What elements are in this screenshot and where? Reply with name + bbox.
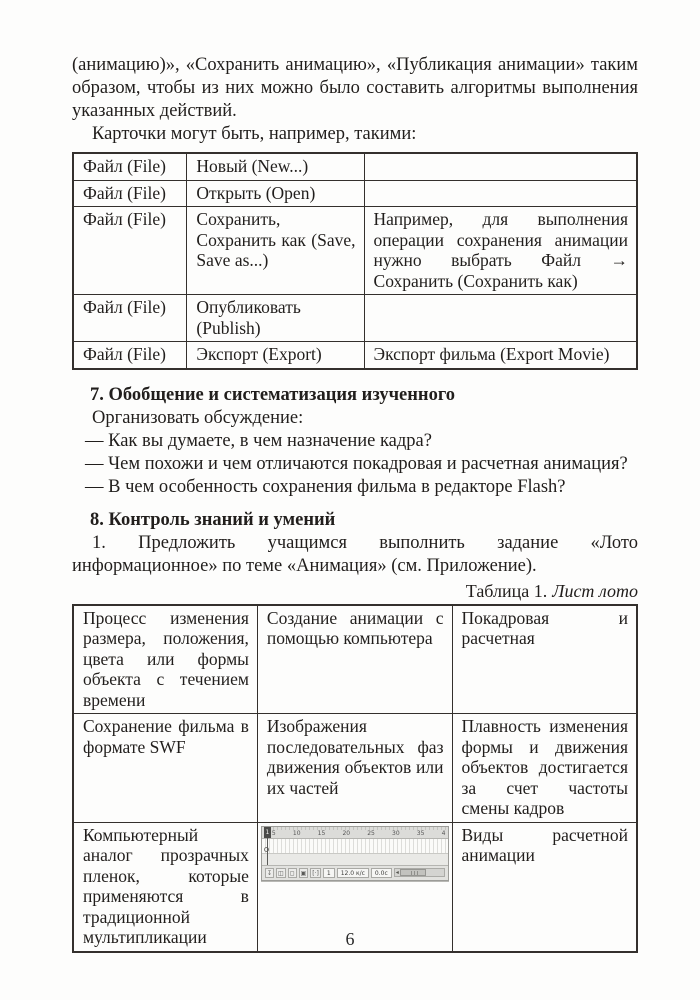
discussion-question: — Как вы думаете, в чем назначение кадра?: [85, 430, 432, 451]
section-8-heading: 8. Контроль знаний и умений: [90, 509, 336, 530]
lotto-table: [72, 604, 638, 953]
modify-markers-icon: [·]: [312, 869, 319, 877]
table-row: [73, 714, 637, 823]
timeline-frames-row: [262, 839, 448, 854]
paragraph-cards-intro: Карточки могут быть, например, такими:: [92, 124, 417, 144]
timeline-ruler: [262, 827, 448, 839]
flash-timeline-image: [261, 826, 449, 881]
table-cell: Файл (File): [73, 153, 187, 180]
table-cell: Экспорт фильма (Export Movie): [364, 342, 637, 369]
table-caption: [72, 581, 638, 602]
ruler-number: 5: [271, 829, 276, 837]
discussion-question: — Чем похожи и чем отличаются покадровая и расчетная анимация?: [85, 453, 628, 474]
table-cell: Файл (File): [73, 207, 187, 295]
page-number: 6: [345, 929, 355, 949]
section-7-heading: 7. Обобщение и систематизация изученного: [90, 384, 456, 405]
section-7-intro: Организовать обсуждение:: [92, 407, 304, 428]
table-cell: Открыть (Open): [187, 180, 364, 207]
file-menu-cards-table: [72, 152, 638, 370]
table-row: [73, 207, 637, 295]
onion-skin-outlines-icon: ◻: [289, 869, 295, 877]
table-caption-title: Лист лото: [552, 580, 638, 601]
table-cell: Например, для выполнения операции сохранения анимации нужно выбрать Файл → Сохранить (Сохранить как): [364, 207, 637, 295]
edit-multiple-frames-icon: ▣: [300, 869, 307, 877]
current-frame-value: 1: [323, 868, 335, 878]
scrollbar-thumb: [400, 869, 426, 876]
frame-rate-value: 12.0 к/с: [337, 868, 369, 878]
table-cell: Сохранить, Сохранить как (Save, Save as...): [187, 207, 364, 295]
paragraph-continuation: (анимацию)», «Сохранить анимацию», «Публикация анимации» таким образом, чтобы из них можно было составить алгоритмы выполнения указанных действий.: [72, 55, 638, 121]
ruler-number: 10: [292, 829, 301, 837]
timeline-ruler-numbers: [272, 829, 446, 838]
table-cell: Создание анимации с помощью компьютера: [257, 605, 452, 714]
ruler-number: 15: [317, 829, 326, 837]
table-cell: Экспорт (Export): [187, 342, 364, 369]
onion-skin-icon: ◫: [277, 869, 284, 877]
table-cell: Изображения последовательных фаз движения объектов или их частей: [257, 714, 452, 823]
table-row: [73, 153, 637, 180]
table-cell: Компьютерный аналог прозрачных пленок, которые применяются в традиционной мультипликации: [73, 822, 257, 952]
table-cell: Файл (File): [73, 180, 187, 207]
table-cell: Покадровая и расчетная: [452, 605, 637, 714]
table-cell: Плавность изменения формы и движения объектов достигается за счет частоты смены кадров: [452, 714, 637, 823]
table-cell: [364, 295, 637, 342]
ruler-number: 4: [441, 829, 446, 837]
table-cell: Процесс изменения размера, положения, цвета или формы объекта с течением времени: [73, 605, 257, 714]
table-cell: [364, 180, 637, 207]
table-row: [73, 295, 637, 342]
table-row: [73, 180, 637, 207]
timeline-status-bar: [262, 865, 448, 880]
center-frame-icon: ↧: [266, 869, 272, 877]
ruler-number: 30: [392, 829, 400, 837]
table-cell: Файл (File): [73, 295, 187, 342]
timeline-scrollbar: [394, 868, 445, 877]
table-cell: Новый (New...): [187, 153, 364, 180]
table-row: [73, 605, 637, 714]
table-caption-label: Таблица 1.: [465, 580, 548, 601]
elapsed-time-value: 0.0c: [371, 868, 392, 878]
table-cell: Файл (File): [73, 342, 187, 369]
table-cell: Опубликовать (Publish): [187, 295, 364, 342]
ruler-number: 20: [342, 829, 351, 837]
timeline-playhead-icon: 1: [265, 828, 270, 836]
table-row: [73, 342, 637, 369]
scroll-left-icon: ◂: [395, 868, 399, 876]
discussion-question: — В чем особенность сохранения фильма в редакторе Flash?: [85, 476, 566, 497]
table-cell: Виды расчетной анимации: [452, 822, 637, 952]
ruler-number: 35: [416, 829, 425, 837]
ruler-number: 25: [367, 829, 375, 837]
table-cell: Сохранение фильма в формате SWF: [73, 714, 257, 823]
table-cell: [364, 153, 637, 180]
section-8-task: 1. Предложить учащимся выполнить задание «Лото информационное» по теме «Анимация» (см. Приложение).: [72, 532, 638, 576]
